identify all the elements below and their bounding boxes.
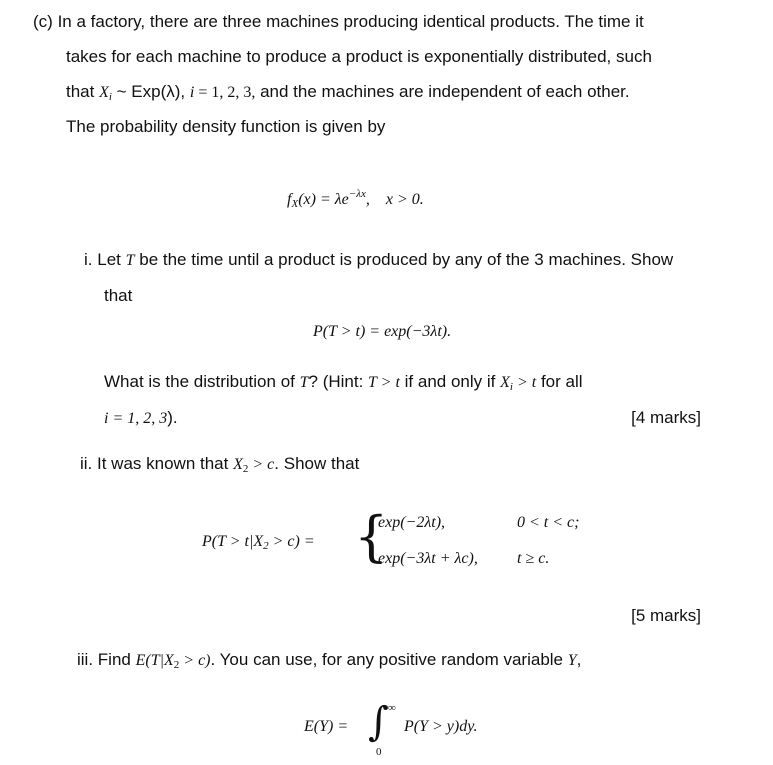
- part-c-line3-post: and the machines are independent of each other.: [255, 82, 630, 101]
- part-iii-text-post: . You can use, for any positive random variable: [210, 650, 564, 669]
- part-ii-lhs-text: P(T > t|X: [202, 533, 264, 550]
- part-c-var-x-sub: i: [108, 91, 112, 103]
- part-c-line1: [33, 12, 644, 32]
- part-ii-lhs-sub: 2: [263, 540, 269, 552]
- part-i-line2: that: [104, 286, 133, 305]
- part-iii-integrand: P(Y > y)dy.: [404, 718, 478, 735]
- part-iii-label: iii.: [77, 650, 94, 669]
- part-ii-marks: [5 marks]: [631, 606, 701, 625]
- part-i-hint-range: i = 1, 2, 3: [104, 410, 168, 427]
- part-i-var-t: T: [125, 252, 135, 269]
- part-c-index: i: [189, 84, 195, 101]
- integral-icon: ∫: [368, 699, 389, 745]
- part-iii-line1: [77, 650, 581, 675]
- part-i-hint-end: for all: [540, 372, 583, 391]
- pdf-mid: (x) = λe: [298, 191, 349, 208]
- part-c-line4: The probability density function is given by: [66, 117, 386, 136]
- pdf-condition: , x > 0.: [365, 191, 424, 208]
- part-iii-comma: ,: [576, 650, 582, 669]
- part-ii-case1: exp(−2λt),: [378, 514, 446, 531]
- part-ii-cond-x: X: [233, 456, 243, 473]
- part-c-label: (c): [33, 12, 53, 31]
- part-ii-lhs-post: > c) =: [268, 533, 315, 550]
- part-c-line3-pre: that: [66, 82, 95, 101]
- integral-lower: 0: [376, 746, 382, 758]
- left-brace-icon: {: [354, 505, 389, 568]
- part-i-question: [104, 372, 583, 397]
- part-iii-var-y: Y: [567, 652, 577, 669]
- pdf-f: f: [287, 191, 292, 208]
- part-i-hint-gt: > t: [512, 374, 537, 391]
- part-i-q-pre: What is the distribution of: [104, 372, 295, 391]
- part-iii-expr-post: > c): [179, 652, 211, 669]
- part-ii-case2: exp(−3λt + λc),: [378, 550, 478, 567]
- part-i-label: i.: [84, 250, 93, 269]
- part-ii-text-post: . Show that: [274, 454, 360, 473]
- part-i-q-post: ? (Hint:: [308, 372, 364, 391]
- part-i-hint-close: ).: [167, 408, 178, 427]
- part-ii-text-pre: It was known that: [97, 454, 229, 473]
- part-i-equation: P(T > t) = exp(−3λt).: [313, 323, 452, 340]
- part-i-text-pre: Let: [97, 250, 121, 269]
- part-iii-expr-sub: 2: [173, 659, 180, 671]
- part-i-hint-mid: if and only if: [404, 372, 496, 391]
- part-iii-eq-lhs: E(Y) =: [304, 718, 349, 735]
- part-c-var-x: X: [99, 84, 109, 101]
- part-i-q-var: T: [299, 374, 309, 391]
- part-i-hint-line2: [104, 408, 178, 429]
- part-ii-case1-cond: 0 < t < c;: [517, 514, 580, 531]
- part-i-hint-math: T > t: [368, 374, 400, 391]
- part-ii-lhs: [202, 532, 315, 556]
- part-c-index-range: = 1, 2, 3,: [194, 84, 256, 101]
- part-c-exp: ~ Exp(λ),: [111, 82, 190, 101]
- part-i-hint-x: X: [500, 374, 510, 391]
- part-i-line1: [84, 250, 673, 271]
- part-c-line2: takes for each machine to produce a product is exponentially distributed, such: [66, 47, 652, 66]
- pdf-exponent: −λx: [348, 188, 366, 200]
- part-ii-line1: [80, 454, 359, 479]
- part-ii-label: ii.: [80, 454, 93, 473]
- pdf-equation: [287, 184, 424, 214]
- part-i-marks: [4 marks]: [631, 408, 701, 427]
- part-c-text1: In a factory, there are three machines producing identical products. The time it: [57, 12, 644, 31]
- pdf-f-sub: X: [291, 198, 299, 210]
- part-iii-text-pre: Find: [97, 650, 131, 669]
- part-i-text-post: be the time until a product is produced by any of the 3 machines. Show: [139, 250, 674, 269]
- part-ii-cond-sub: 2: [242, 463, 249, 475]
- part-c-line3: [66, 82, 630, 107]
- part-ii-cond-post: > c: [248, 456, 275, 473]
- part-i-hint-x-sub: i: [509, 381, 513, 393]
- part-ii-case2-cond: t ≥ c.: [517, 550, 550, 567]
- part-iii-expr: E(T|X: [135, 652, 174, 669]
- integral-upper: ∞: [388, 702, 396, 714]
